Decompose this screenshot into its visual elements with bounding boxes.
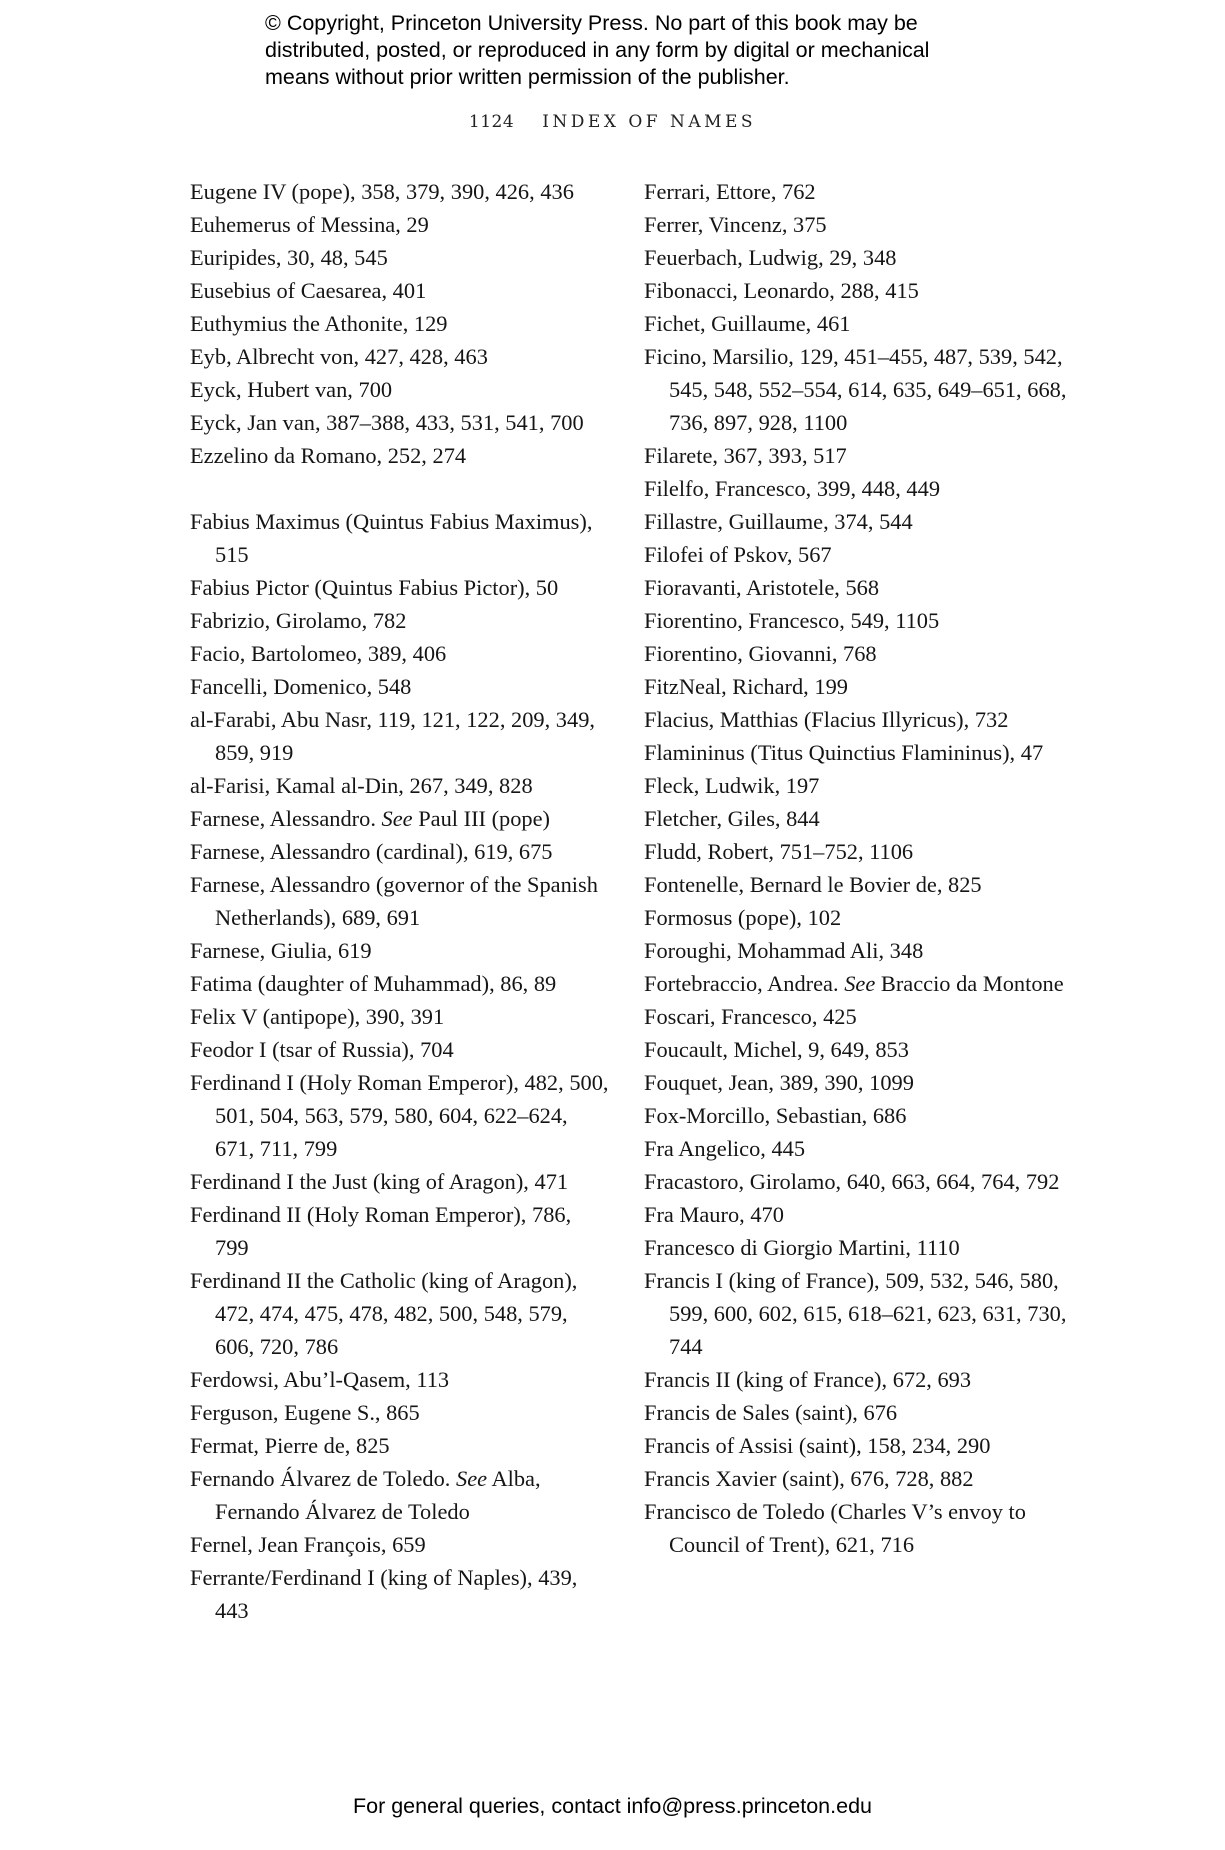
index-entry: Ferdinand I (Holy Roman Emperor), 482, 500, 501, 504, 563, 579, 580, 604, 622–624, 671, 711, 799 (190, 1070, 609, 1161)
index-entry: Fiorentino, Giovanni, 768 (644, 641, 877, 666)
see-reference: See (381, 806, 413, 831)
index-entry: Eusebius of Caesarea, 401 (190, 278, 427, 303)
index-entry: Farnese, Alessandro (cardinal), 619, 675 (190, 839, 553, 864)
index-entry: Fontenelle, Bernard le Bovier de, 825 (644, 872, 982, 897)
index-entry: Facio, Bartolomeo, 389, 406 (190, 641, 447, 666)
index-entry: Flamininus (Titus Quinctius Flamininus), 47 (644, 740, 1044, 765)
index-entry: Foscari, Francesco, 425 (644, 1004, 857, 1029)
index-entry: Eyb, Albrecht von, 427, 428, 463 (190, 344, 488, 369)
index-entry: Ferdinand II the Catholic (king of Aragon), 472, 474, 475, 478, 482, 500, 548, 579, 606, 720, 786 (190, 1268, 578, 1359)
index-entry: Foroughi, Mohammad Ali, 348 (644, 938, 924, 963)
index-entry: Eyck, Hubert van, 700 (190, 377, 393, 402)
footer-contact: For general queries, contact info@press.princeton.edu (352, 1794, 872, 1818)
page-title: INDEX OF NAMES (542, 112, 757, 132)
index-entry: Francis of Assisi (saint), 158, 234, 290 (644, 1433, 991, 1458)
see-target: Paul III (pope) (412, 806, 551, 831)
index-entry: Ferdowsi, Abu’l-Qasem, 113 (190, 1367, 450, 1392)
index-entry: Fouquet, Jean, 389, 390, 1099 (644, 1070, 914, 1095)
running-head (0, 112, 1225, 132)
page-number: 1124 (468, 112, 515, 132)
index-column-left (190, 175, 610, 1627)
index-entry: Feodor I (tsar of Russia), 704 (190, 1037, 454, 1062)
index-entry: Formosus (pope), 102 (644, 905, 842, 930)
index-entry: Fra Angelico, 445 (644, 1136, 806, 1161)
index-entry: Ferrer, Vincenz, 375 (644, 212, 827, 237)
index-entry: Francis I (king of France), 509, 532, 546, 580, 599, 600, 602, 615, 618–621, 623, 631, 730, 744 (644, 1268, 1067, 1359)
index-entry: Fermat, Pierre de, 825 (190, 1433, 390, 1458)
index-column-right (644, 175, 1074, 1561)
index-entry: Francesco di Giorgio Martini, 1110 (644, 1235, 960, 1260)
index-entry: Fabius Maximus (Quintus Fabius Maximus), 515 (190, 509, 593, 567)
see-reference: See (456, 1466, 488, 1491)
index-entry: Euthymius the Athonite, 129 (190, 311, 448, 336)
index-entry: Farnese, Alessandro (governor of the Spanish Netherlands), 689, 691 (190, 872, 598, 930)
index-entry: Fra Mauro, 470 (644, 1202, 784, 1227)
index-entry: Fleck, Ludwik, 197 (644, 773, 820, 798)
index-entry: Fatima (daughter of Muhammad), 86, 89 (190, 971, 557, 996)
index-entry: Eugene IV (pope), 358, 379, 390, 426, 436 (190, 179, 574, 204)
see-target: Braccio da Montone (875, 971, 1064, 996)
index-entry: Francisco de Toledo (Charles V’s envoy to Council of Trent), 621, 716 (644, 1499, 1026, 1557)
index-entry: Ferdinand II (Holy Roman Emperor), 786, 799 (190, 1202, 572, 1260)
index-entry: Farnese, Giulia, 619 (190, 938, 372, 963)
index-entry: Fernel, Jean François, 659 (190, 1532, 426, 1557)
index-entry: Flacius, Matthias (Flacius Illyricus), 732 (644, 707, 1009, 732)
index-entry: Felix V (antipope), 390, 391 (190, 1004, 445, 1029)
index-entry: Ficino, Marsilio, 129, 451–455, 487, 539, 542, 545, 548, 552–554, 614, 635, 649–651, 668, 736, 897, 928, 1100 (644, 344, 1067, 435)
entry-name: Farnese, Alessandro. (190, 806, 382, 831)
index-entry: Ezzelino da Romano, 252, 274 (190, 443, 467, 468)
index-entry: Ferrari, Ettore, 762 (644, 179, 816, 204)
index-entry: Fibonacci, Leonardo, 288, 415 (644, 278, 919, 303)
index-entry: Fludd, Robert, 751–752, 1106 (644, 839, 914, 864)
index-entry: Filofei of Pskov, 567 (644, 542, 832, 567)
index-entry: Ferdinand I the Just (king of Aragon), 471 (190, 1169, 569, 1194)
copyright-line: distributed, posted, or reproduced in any form by digital or mechanical (265, 38, 930, 62)
index-entry: Feuerbach, Ludwig, 29, 348 (644, 245, 897, 270)
index-entry: Fillastre, Guillaume, 374, 544 (644, 509, 913, 534)
index-entry: Fioravanti, Aristotele, 568 (644, 575, 880, 600)
index-entry: Ferguson, Eugene S., 865 (190, 1400, 420, 1425)
index-entry: Filarete, 367, 393, 517 (644, 443, 847, 468)
copyright-line: means without prior written permission of the publisher. (265, 65, 790, 89)
entry-name: Fernando Álvarez de Toledo. (190, 1466, 456, 1491)
index-entry: Francis Xavier (saint), 676, 728, 882 (644, 1466, 974, 1491)
index-entry (190, 802, 610, 835)
index-entry: Foucault, Michel, 9, 649, 853 (644, 1037, 909, 1062)
index-entry: Francis de Sales (saint), 676 (644, 1400, 898, 1425)
index-entry: Fancelli, Domenico, 548 (190, 674, 412, 699)
copyright-notice (265, 10, 1025, 91)
index-entry: Ferrante/Ferdinand I (king of Naples), 439, 443 (190, 1565, 578, 1623)
see-reference: See (844, 971, 876, 996)
entry-name: Fortebraccio, Andrea. (644, 971, 845, 996)
index-entry: Francis II (king of France), 672, 693 (644, 1367, 972, 1392)
index-entry (644, 967, 1074, 1000)
index-entry: Fabrizio, Girolamo, 782 (190, 608, 407, 633)
index-entry: Fichet, Guillaume, 461 (644, 311, 851, 336)
index-entry: al-Farisi, Kamal al-Din, 267, 349, 828 (190, 773, 533, 798)
index-entry: Fletcher, Giles, 844 (644, 806, 820, 831)
see-target: Alba, Fernando Álvarez de Toledo (215, 1466, 541, 1524)
index-entry: Fiorentino, Francesco, 549, 1105 (644, 608, 940, 633)
index-entry: Filelfo, Francesco, 399, 448, 449 (644, 476, 941, 501)
index-entry: FitzNeal, Richard, 199 (644, 674, 848, 699)
index-entry: Fracastoro, Girolamo, 640, 663, 664, 764, 792 (644, 1169, 1060, 1194)
index-entry: Euripides, 30, 48, 545 (190, 245, 388, 270)
copyright-line: © Copyright, Princeton University Press. No part of this book may be (265, 11, 918, 35)
index-entry: Fabius Pictor (Quintus Fabius Pictor), 50 (190, 575, 559, 600)
index-entry: Eyck, Jan van, 387–388, 433, 531, 541, 700 (190, 410, 584, 435)
index-entry: Euhemerus of Messina, 29 (190, 212, 429, 237)
index-entry: al-Farabi, Abu Nasr, 119, 121, 122, 209, 349, 859, 919 (190, 707, 595, 765)
index-entry (190, 1462, 610, 1528)
index-entry: Fox-Morcillo, Sebastian, 686 (644, 1103, 907, 1128)
